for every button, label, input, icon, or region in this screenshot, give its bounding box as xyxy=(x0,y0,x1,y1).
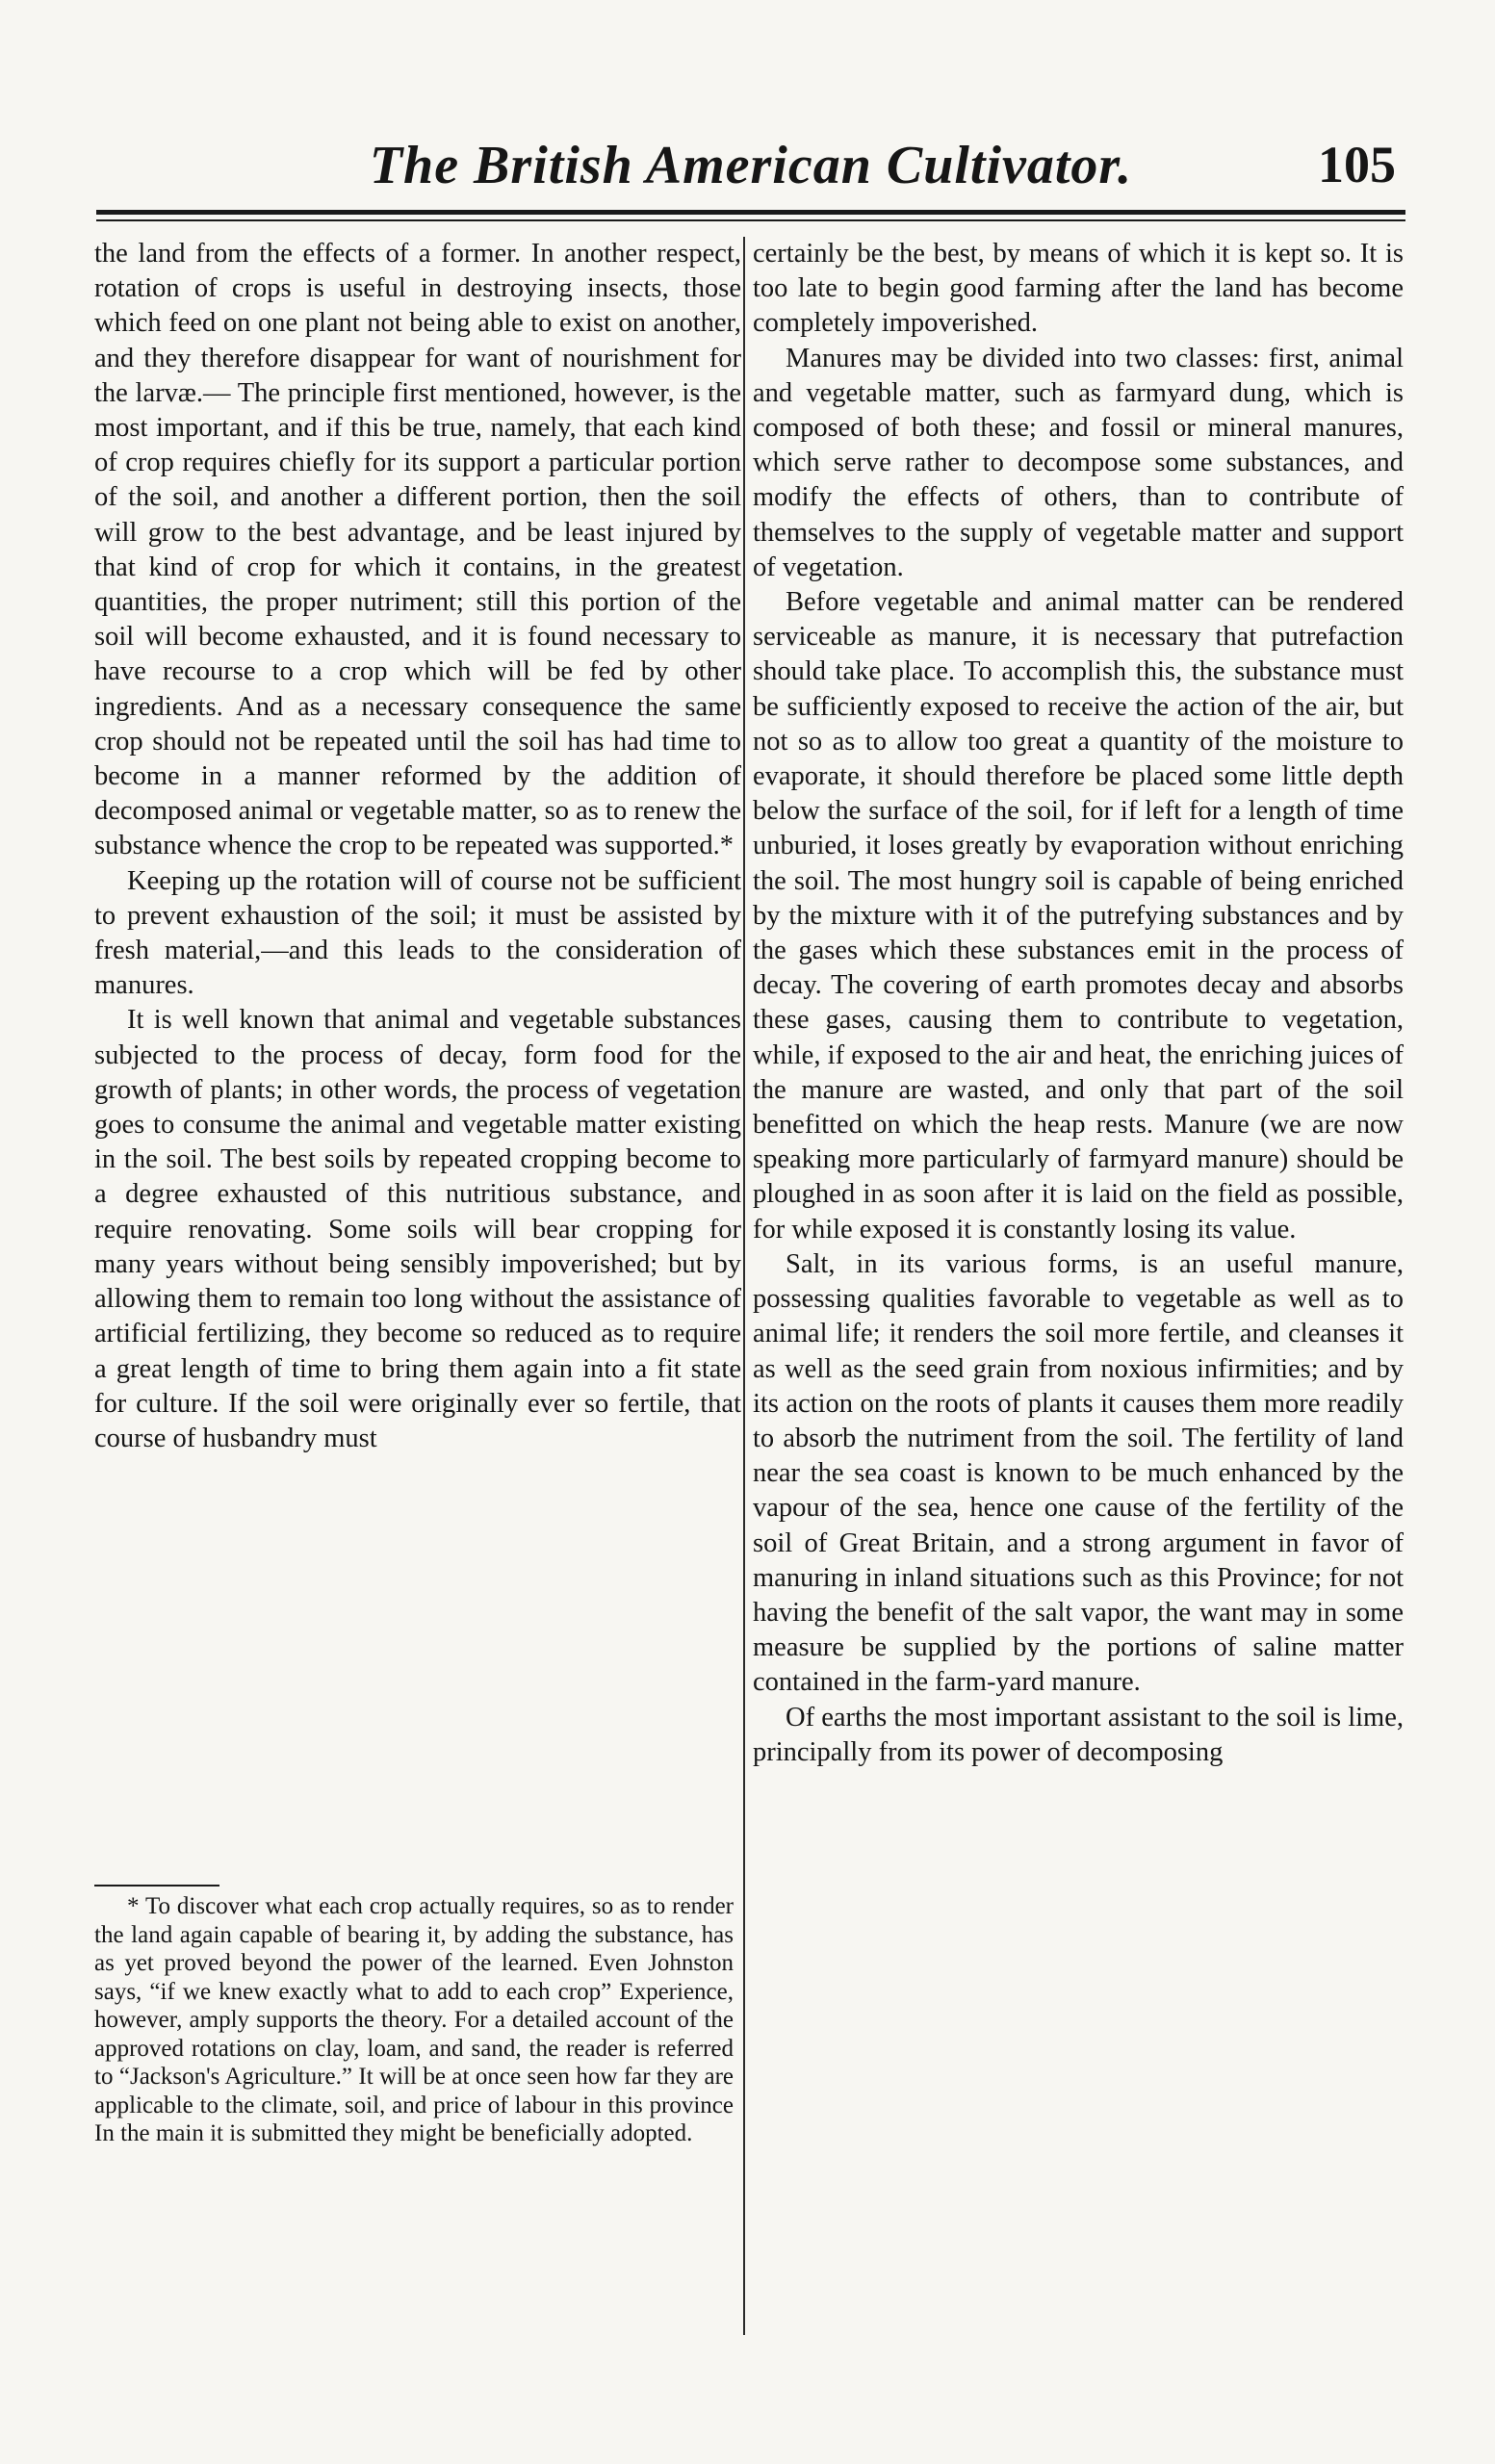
left-paragraph-3: It is well known that animal and vegetable substances subjected to the process of decay, form food for the growth of plants; in other words, the process of vegetation goes to consume the animal and vegetable matter existing in the soil. The best soils by repeated cropping become to a degree exhausted of this nutritious substance, and require renovating. Some soils will bear cropping for many years without being sensibly impoverished; but by allowing them to remain too long without the assistance of artificial fertilizing, they become so reduced as to require a great length of time to bring them again into a fit state for culture. If the soil were originally ever so fertile, that course of husbandry must xyxy=(94,1005,741,1453)
right-column xyxy=(753,237,1404,1770)
header-rule-thin xyxy=(96,219,1405,221)
header-rule-thick xyxy=(96,210,1405,215)
right-paragraph-4: Salt, in its various forms, is an useful manure, possessing qualities favorable to vegetable as well as to animal life; it renders the soil more fertile, and cleanses it as well as the seed grain from noxious infirmities; and by its action on the roots of plants it causes them more readily to absorb the nutriment from the soil. The fertility of land near the sea coast is known to be much enhanced by the vapour of the sea, hence one cause of the fertility of the soil of Great Britain, and a strong argument in favor of manuring in inland situations such as this Province; for not having the benefit of the salt vapor, the want may in some measure be supplied by the portions of saline matter contained in the farm-yard manure. xyxy=(753,1248,1404,1698)
left-column xyxy=(94,237,741,1456)
left-paragraph-1: the land from the effects of a former. In another respect, rotation of crops is useful in destroying insects, those which feed on one plant not being able to exist on another, and they therefore disappear for want of nourishment for the larvæ.— The principle first mentioned, however, is the most important, and if this be true, namely, that each kind of crop requires chiefly for its support a particular portion of the soil, and another a different portion, then the soil will grow to the best advantage, and be least injured by that kind of crop for which it contains, in the greatest quantities, the proper nutriment; still this portion of the soil will become exhausted, and it is found necessary to have recourse to a crop which will be fed by other ingredients. And as a necessary consequence the same crop should not be repeated until the soil has had time to become in a manner reformed by the addition of decomposed animal or vegetable matter, so as to renew the substance whence the crop to be repeated was supported.* xyxy=(94,239,741,861)
footnote xyxy=(94,1892,734,2148)
running-header xyxy=(96,135,1405,212)
right-paragraph-5: Of earths the most important assistant to the soil is lime, principally from its power of decomposing xyxy=(753,1702,1404,1767)
footnote-rule xyxy=(94,1885,219,1886)
column-divider xyxy=(743,237,745,2335)
right-paragraph-3: Before vegetable and animal matter can be rendered serviceable as manure, it is necessary that putrefaction should take place. To accomplish this, the substance must be sufficiently exposed to receive the action of the air, but not so as to allow too great a quantity of the moisture to evaporate, it should therefore be placed some little depth below the surface of the soil, for if left for a length of time unburied, it loses greatly by evaporation without enriching the soil. The most hungry soil is capable of being enriched by the mixture with it of the putrefying substances and by the gases which these substances emit in the process of decay. The covering of earth promotes decay and absorbs these gases, causing them to contribute to vegetation, while, if exposed to the air and heat, the enriching juices of the manure are wasted, and only that part of the soil benefitted on which the heap rests. Manure (we are now speaking more particularly of farmyard manure) should be ploughed in as soon after it is laid on the field as possible, for while exposed it is constantly losing its value. xyxy=(753,587,1404,1245)
footnote-text: * To discover what each crop actually requires, so as to render the land again capable of bearing it, by adding the substance, has as yet proved beyond the power of the learned. Even Johnston says, “if we knew exactly what to add to each crop” Experience, however, amply supports the theory. For a detailed account of the approved rotations on clay, loam, and sand, the reader is referred to “Jackson's Agriculture.” It will be at once seen how far they are applicable to the climate, soil, and price of labour in this province In the main it is submitted they might be beneficially adopted. xyxy=(94,1893,734,2146)
right-paragraph-2: Manures may be divided into two classes: first, animal and vegetable matter, such as farmyard dung, which is composed of both these; and fossil or mineral manures, which serve rather to decompose some substances, and modify the effects of others, than to contribute of themselves to the supply of vegetable matter and support of vegetation. xyxy=(753,343,1404,582)
right-paragraph-1: certainly be the best, by means of which it is kept so. It is too late to begin good farming after the land has become completely impoverished. xyxy=(753,239,1404,339)
left-paragraph-2: Keeping up the rotation will of course not be sufficient to prevent exhaustion of the soil; it must be assisted by fresh material,—and this leads to the consideration of manures. xyxy=(94,865,741,1001)
running-title: The British American Cultivator. xyxy=(369,136,1133,195)
page-number: 105 xyxy=(1318,136,1396,193)
